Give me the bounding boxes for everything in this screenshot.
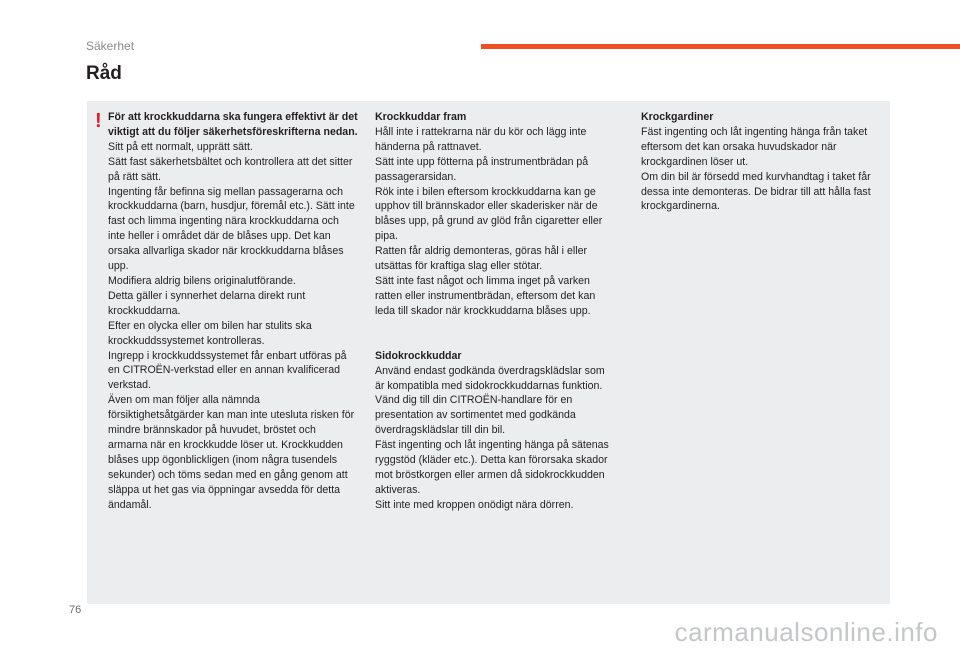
paragraph: Ingenting får befinna sig mellan passagerarna och krockkuddarna (barn, husdjur, föremål etc.). Sätt inte fast och limma ingenting nära krockkuddarna och inte heller i området där de blåses upp. Det kan orsaka allvarliga skador när krockkuddarna blåses upp. [108, 185, 355, 273]
spacer [375, 319, 615, 349]
paragraph: Ratten får aldrig demonteras, göras hål i eller utsättas för kraftiga slag eller stötar. [375, 245, 587, 273]
paragraph: Ingrepp i krockkuddssystemet får enbart utföras på en CITROËN-verkstad eller en annan kvalificerad verkstad. [108, 349, 347, 392]
column-airbags [375, 110, 615, 513]
paragraph: Använd endast godkända överdragsklädslar som är kompatibla med sidokrockkuddarnas funktion. Vänd dig till din CITROËN-handlare för en presentation av sortimentet med godkända överdragsklädslar till din bil. [375, 364, 605, 437]
paragraph: Håll inte i rattekrarna när du kör och lägg inte händerna på rattnavet. [375, 125, 587, 153]
paragraph: Även om man följer alla nämnda försiktighetsåtgärder kan man inte utesluta risken för mindre brännskador på huvudet, bröstet och armarna när en krockkudde löser ut. Krockkudden blåses upp ögonblickligen (inom några tusendels sekunder) och töms sedan med en gång genom att släppa ut het gas via öppningar avsedda för detta ändamål. [108, 394, 355, 511]
heading-front-airbags: Krockkuddar fram [375, 111, 467, 123]
paragraph: Detta gäller i synnerhet delarna direkt runt krockkuddarna. [108, 289, 306, 317]
heading-curtain-airbags: Krockgardiner [641, 111, 714, 123]
paragraph: Rök inte i bilen eftersom krockkuddarna kan ge upphov till brännskador eller skaderisker när de blåses upp, på grund av glöd från cigaretter eller pipa. [375, 185, 603, 243]
paragraph: Fäst ingenting och låt ingenting hänga på sätenas ryggstöd (kläder etc.). Detta kan förorsaka skador mot bröstkorgen eller armen då sidokrockkudden aktiveras. [375, 439, 609, 496]
watermark: carmanualsonline.info [674, 617, 938, 647]
column-curtain-airbags [641, 110, 886, 214]
column-general-advice [95, 110, 358, 512]
section-label: Säkerhet [86, 39, 135, 53]
paragraph: Sätt fast säkerhetsbältet och kontrollera att det sitter på rätt sätt. [108, 155, 353, 183]
paragraph: Sätt inte upp fötterna på instrumentbrädan på passagerarsidan. [375, 155, 589, 183]
paragraph: Modifiera aldrig bilens originalutförande. [108, 274, 296, 287]
page-number: 76 [69, 604, 82, 616]
heading-side-airbags: Sidokrockkuddar [375, 349, 462, 362]
page-title: Råd [86, 63, 122, 84]
paragraph: Sätt inte fast något och limma inget på varken ratten eller instrumentbrädan, eftersom det kan leda till skador när krockkuddarna blåses upp. [375, 274, 596, 317]
paragraph: Fäst ingenting och låt ingenting hänga från taket eftersom det kan orsaka huvudskador när krockgardinen löser ut. [641, 125, 868, 168]
advice-panel [87, 101, 890, 604]
paragraph: Efter en olycka eller om bilen har stulits ska krockkuddssystemet kontrolleras. [108, 319, 312, 347]
paragraph: Sitt på ett normalt, upprätt sätt. [108, 140, 253, 153]
intro-text: För att krockkuddarna ska fungera effektivt är det viktigt att du följer säkerhetsföreskrifterna nedan. [108, 111, 358, 138]
paragraph: Om din bil är försedd med kurvhandtag i taket får dessa inte demonteras. De bidrar till att hålla fast krockgardinerna. [641, 170, 871, 213]
paragraph: Sitt inte med kroppen onödigt nära dörren. [375, 498, 574, 511]
exclamation-icon: ! [95, 110, 102, 132]
accent-bar [481, 44, 960, 49]
